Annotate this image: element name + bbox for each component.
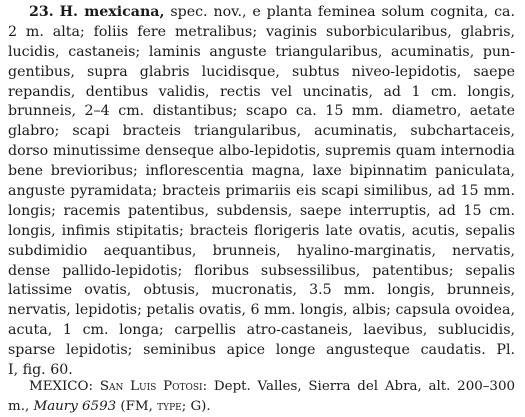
locality-line	[8, 397, 515, 417]
description-line: I, fig. 60.	[8, 362, 73, 379]
description-line: repandis, dentibus validis, rectis vel uncinatis, ad 1 cm. longis,	[8, 83, 515, 100]
description-line: bene brevioribus; inflorescentia magna, laxe bipinnatim paniculata,	[8, 163, 515, 180]
description-line: brunneis, 2–4 cm. distantibus; scapo ca. 15 mm. diametro, aetate	[8, 103, 515, 120]
species-number: 23.	[29, 4, 54, 20]
description-line: dense pallido-lepidotis; floribus subsessilibus, patentibus; sepalis	[8, 262, 515, 279]
herbarium-open: (FM,	[120, 398, 153, 414]
description-line: subdimidio aequantibus, brunneis, hyalino-marginatis, nervatis,	[8, 242, 515, 259]
herbarium-close: ; G).	[181, 398, 211, 414]
locality-country: MEXICO:	[29, 379, 94, 394]
type-label: type	[157, 398, 182, 414]
species-description	[8, 3, 515, 381]
description-line	[8, 3, 515, 23]
specimen-locality	[8, 377, 515, 416]
description-line: 2 m. alta; foliis fere metralibus; vaginis suborbicularibus, glabris,	[8, 23, 515, 40]
description-line: longis; racemis patentibus, subdensis, saepe interruptis, ad 15 cm.	[8, 202, 515, 219]
description-line: glabro; scapi bracteis triangularibus, acuminatis, subchartaceis,	[8, 123, 515, 140]
description-text: spec. nov., e planta feminea solum cognita, ca.	[170, 4, 515, 20]
description-line: longis, infimis stipitatis; bracteis florigeris late ovatis, acutis, sepalis	[8, 222, 515, 239]
description-line: sparse lepidotis; seminibus apice longe angusteque caudatis. Pl.	[8, 342, 515, 359]
collector-number: Maury 6593	[33, 398, 117, 414]
description-line: anguste pyramidata; bracteis primariis eis scapi similibus, ad 15 mm.	[8, 183, 515, 200]
description-line: latissime ovatis, obtusis, mucronatis, 3.5 mm. longis, brunneis,	[8, 282, 515, 299]
description-line: dorso minutissime denseque albo-lepidotis, supremis quam internodia	[8, 143, 515, 160]
description-line: nervatis, lepidotis; petalis ovatis, 6 mm. longis, albis; capsula ovoidea,	[8, 302, 515, 319]
description-line: lucidis, castaneis; laminis anguste triangularibus, acuminatis, pun-	[8, 43, 515, 60]
locality-altitude-unit: m.,	[8, 398, 30, 414]
locality-detail: Dept. Valles, Sierra del Abra, alt. 200–300	[213, 379, 515, 394]
locality-state: San Luis Potosi:	[99, 379, 208, 394]
description-line: acuta, 1 cm. longa; carpellis atro-castaneis, laevibus, sublucidis,	[8, 322, 515, 339]
species-name: H. mexicana,	[59, 4, 165, 20]
description-line: gentibus, supra glabris lucidisque, subtus niveo-lepidotis, saepe	[8, 63, 515, 80]
locality-line	[8, 377, 515, 397]
